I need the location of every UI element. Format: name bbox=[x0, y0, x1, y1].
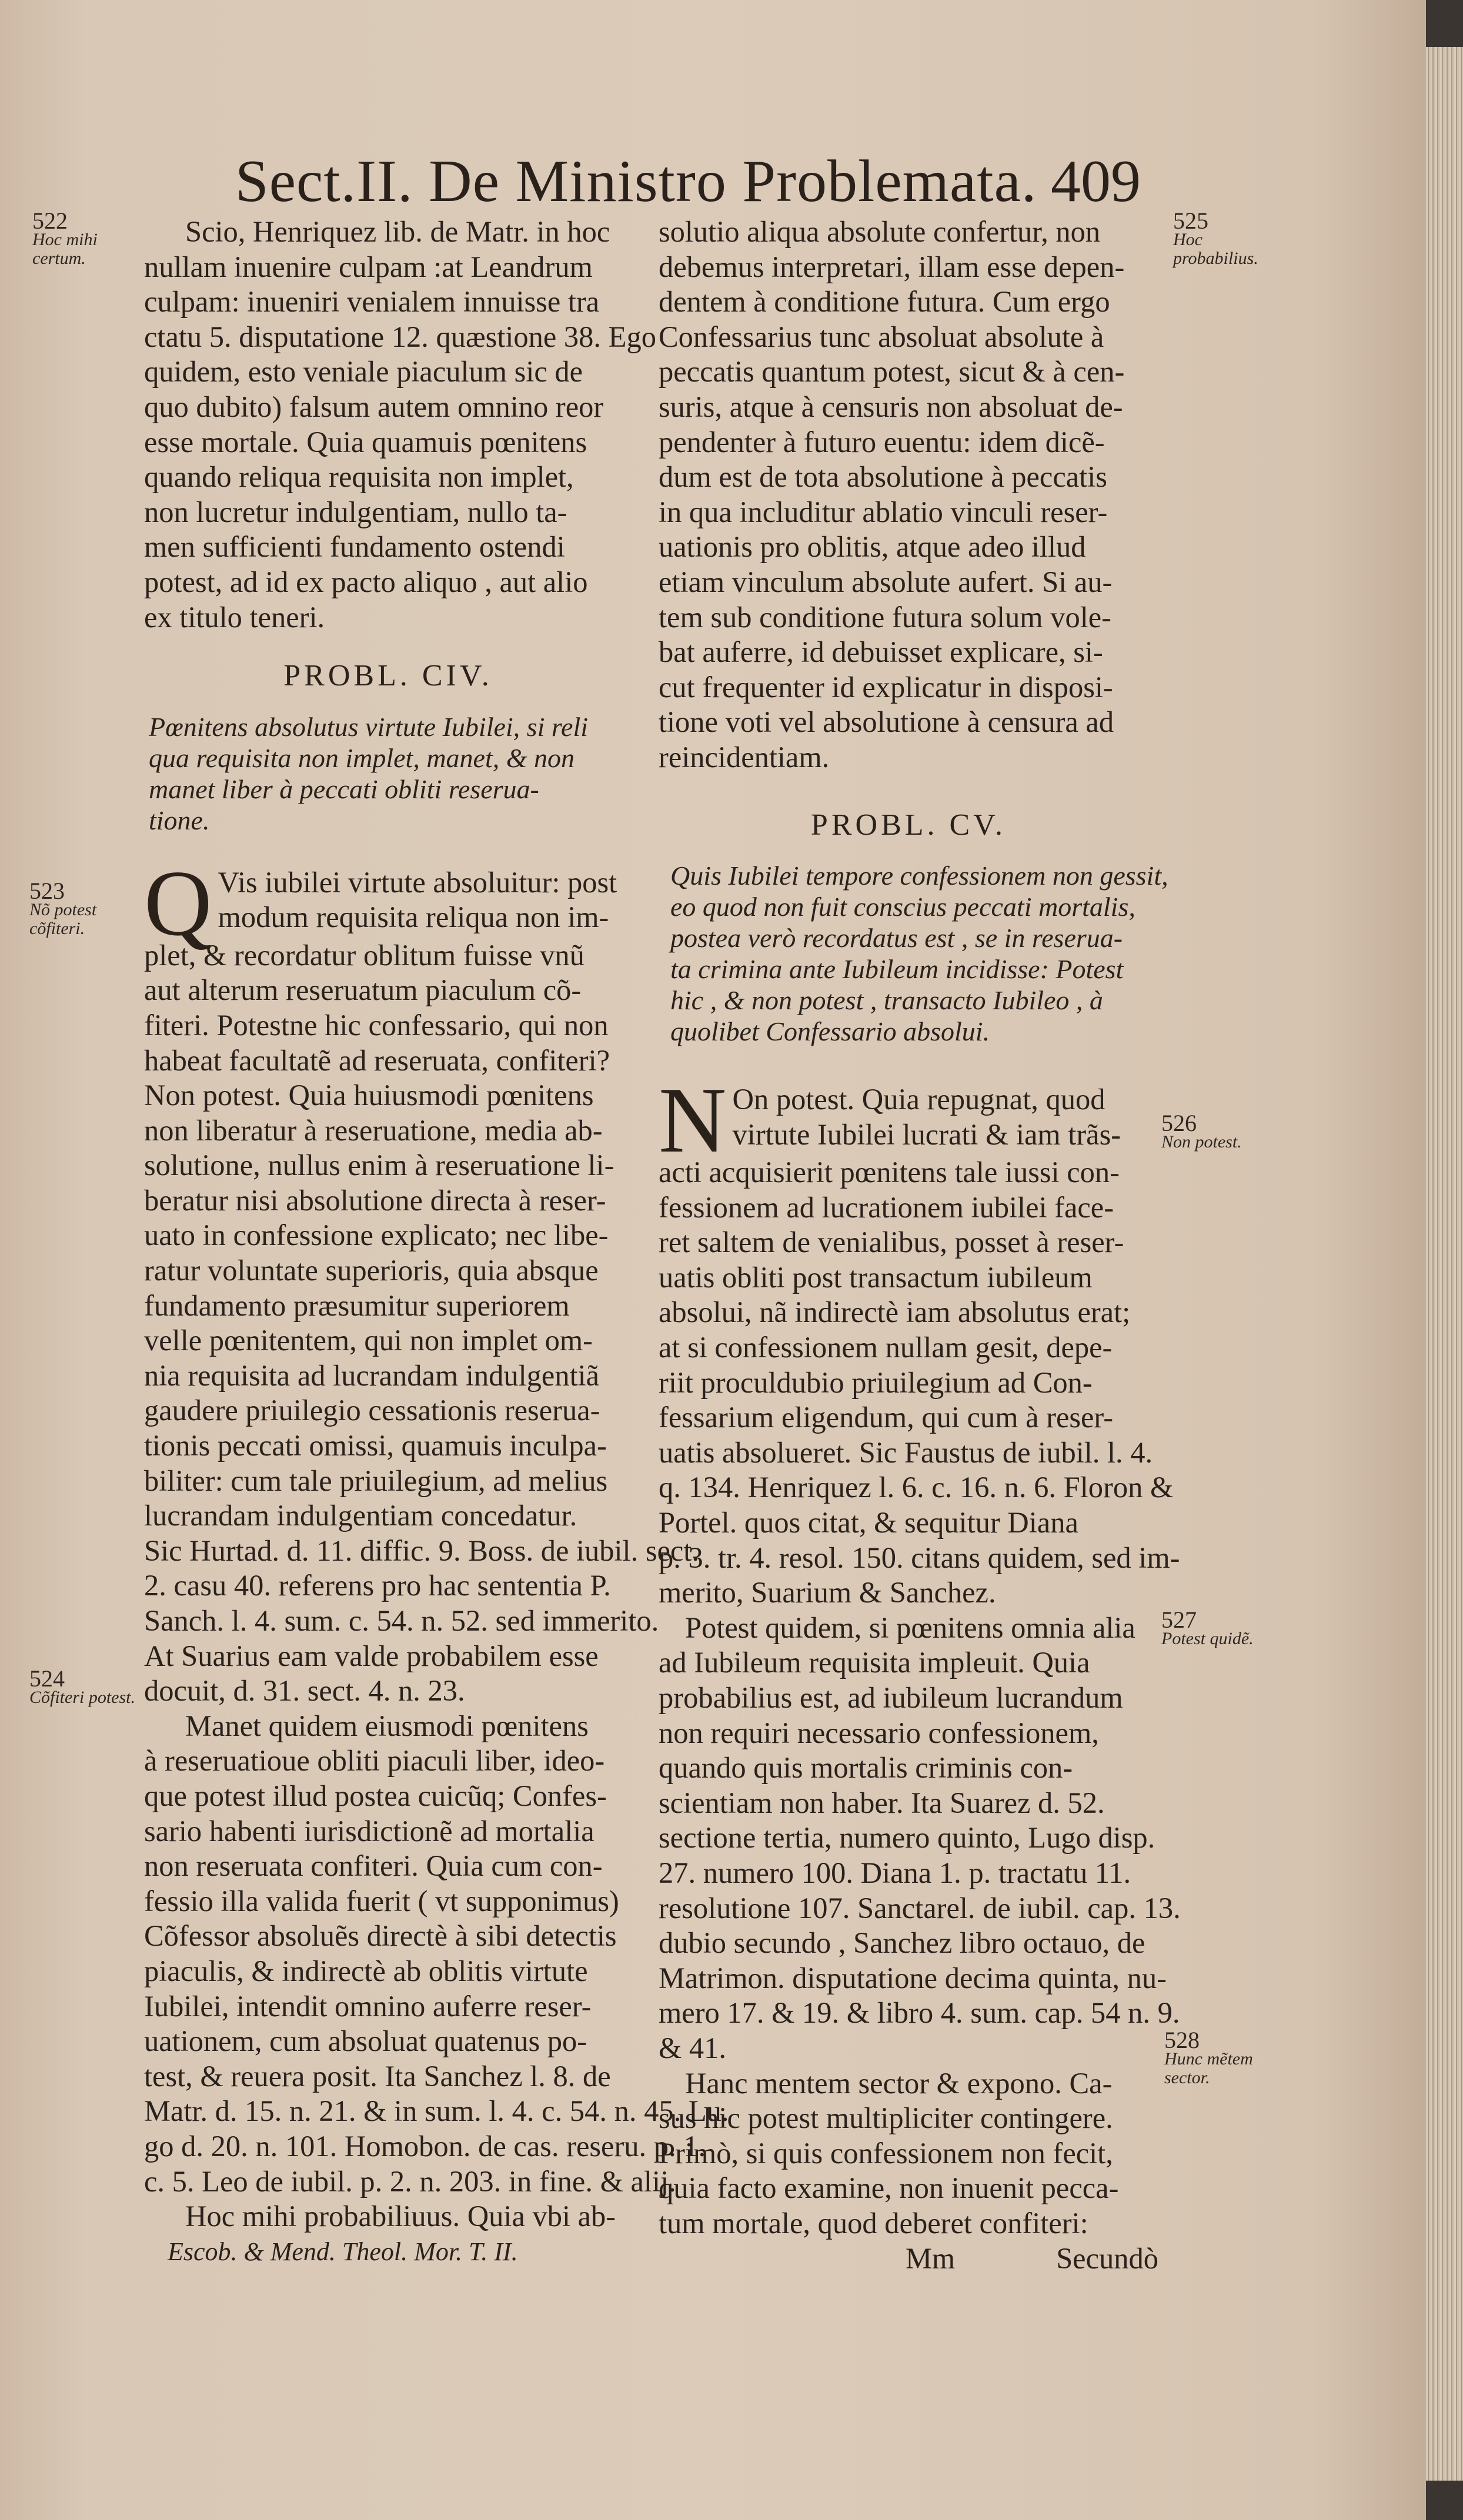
margin-note-number: 526 bbox=[1161, 1110, 1197, 1136]
text-line: nullam inuenire culpam :at Leandrum bbox=[144, 250, 593, 283]
summary-line: tione. bbox=[149, 805, 210, 835]
text-line: 27. numero 100. Diana 1. p. tractatu 11. bbox=[659, 1856, 1131, 1889]
text-line: non reseruata confiteri. Quia cum con- bbox=[144, 1849, 603, 1883]
text-line: Matrimon. disputatione decima quinta, nu- bbox=[659, 1961, 1167, 1994]
text-line: etiam vinculum absolute aufert. Si au- bbox=[659, 565, 1113, 598]
right-paragraph-3 bbox=[659, 1611, 1181, 2066]
margin-note-text: Non potest. bbox=[1161, 1132, 1242, 1152]
left-paragraph-4: Hoc mihi probabiliuus. Quia vbi ab- bbox=[185, 2200, 616, 2233]
margin-note-522 bbox=[32, 208, 103, 268]
margin-note-text: Potest quidẽ. bbox=[1161, 1629, 1254, 1648]
problem-summary-104 bbox=[144, 711, 632, 836]
text-line: test, & reuera posit. Ita Sanchez l. 8. de bbox=[144, 2059, 611, 2093]
signature-mark: Mm bbox=[906, 2241, 956, 2275]
text-line: nia requisita ad lucrandam indulgentiã bbox=[144, 1358, 600, 1392]
text-line: beratur nisi absolutione directa à reser- bbox=[144, 1183, 606, 1217]
header-title: Sect.II. De Ministro Problemata. bbox=[235, 148, 1037, 215]
text-line: Non potest. Quia huiusmodi pœnitens bbox=[144, 1079, 594, 1112]
problem-heading-104: PROBL. CIV. bbox=[283, 659, 493, 693]
text-line: merito, Suarium & Sanchez. bbox=[659, 1576, 996, 1609]
text-line: Hanc mentem sector & expono. Ca- bbox=[685, 2066, 1113, 2100]
margin-note-525 bbox=[1173, 208, 1267, 268]
margin-note-text: Hoc probabilius. bbox=[1173, 230, 1258, 268]
summary-line: Quis Iubilei tempore confessionem non gessit, bbox=[670, 861, 1168, 891]
text-line: ctatu 5. disputatione 12. quæstione 38. Ego bbox=[144, 320, 657, 353]
page-number: 409 bbox=[1051, 148, 1141, 215]
text-line: c. 5. Leo de iubil. p. 2. n. 203. in fine. & alij. bbox=[144, 2164, 676, 2198]
text-line: potest, ad id ex pacto aliquo , aut alio bbox=[144, 565, 588, 598]
text-line: fessarium eligendum, qui cum à reser- bbox=[659, 1401, 1114, 1434]
margin-note-text: Hunc mẽtem sector. bbox=[1164, 2049, 1253, 2087]
text-line: fundamento præsumitur superiorem bbox=[144, 1289, 570, 1322]
margin-note-524 bbox=[29, 1665, 147, 1707]
summary-line: ta crimina ante Iubileum incidisse: Potest bbox=[670, 954, 1124, 985]
text-line: non liberatur à reseruatione, media ab- bbox=[144, 1113, 603, 1147]
text-line: q. 134. Henriquez l. 6. c. 16. n. 6. Floron & bbox=[659, 1471, 1174, 1504]
text-line: suris, atque à censuris non absoluat de- bbox=[659, 390, 1123, 423]
text-line: quando reliqua requisita non implet, bbox=[144, 460, 574, 494]
summary-line: manet liber à peccati obliti reserua- bbox=[149, 774, 539, 804]
text-line: riit proculdubio priuilegium ad Con- bbox=[659, 1366, 1093, 1399]
text-line: in qua includitur ablatio vinculi reser- bbox=[659, 495, 1108, 528]
text-line: biliter: cum tale priuilegium, ad melius bbox=[144, 1464, 608, 1497]
text-line: fessionem ad lucrationem iubilei face- bbox=[659, 1190, 1114, 1224]
text-line: Manet quidem eiusmodi pœnitens bbox=[185, 1709, 589, 1742]
running-header bbox=[235, 147, 1176, 217]
margin-note-text: Nõ potest cõfiteri. bbox=[29, 900, 97, 938]
text-line: gaudere priuilegio cessationis reserua- bbox=[144, 1394, 600, 1427]
text-line: probabilius est, ad iubileum lucrandum bbox=[659, 1681, 1123, 1714]
bottom-signature-line: Escob. & Mend. Theol. Mor. T. II. bbox=[168, 2237, 518, 2266]
text-line: Sanch. l. 4. sum. c. 54. n. 52. sed immerito. bbox=[144, 1604, 659, 1637]
text-line: bat auferre, id debuisset explicare, si- bbox=[659, 635, 1103, 669]
text-line: & 41. bbox=[659, 2031, 727, 2064]
margin-note-number: 528 bbox=[1164, 2027, 1200, 2053]
text-line: que potest illud postea cuicũq; Confes- bbox=[144, 1779, 607, 1812]
text-line: dum est de tota absolutione à peccatis bbox=[659, 460, 1107, 494]
drop-cap-q: Q bbox=[144, 850, 212, 955]
text-line: cut frequenter id explicatur in disposi- bbox=[659, 670, 1113, 704]
margin-note-528 bbox=[1164, 2027, 1276, 2087]
left-paragraph-1 bbox=[144, 215, 657, 635]
left-paragraph-2 bbox=[144, 850, 699, 1709]
text-line: non lucretur indulgentiam, nullo ta- bbox=[144, 495, 567, 528]
margin-note-number: 527 bbox=[1161, 1607, 1197, 1633]
summary-line: quolibet Confessario absolui. bbox=[670, 1016, 990, 1047]
text-line: mero 17. & 19. & libro 4. sum. cap. 54 n. 9. bbox=[659, 1996, 1180, 2030]
text-line: Primò, si quis confessionem non fecit, bbox=[659, 2136, 1113, 2170]
right-paragraph-1 bbox=[659, 215, 1158, 775]
text-line: ad Iubileum requisita impleuit. Quia bbox=[659, 1646, 1090, 1679]
text-line: reincidentiam. bbox=[659, 740, 830, 774]
text-line: Iubilei, intendit omnino auferre reser- bbox=[144, 1989, 592, 2023]
text-line: acti acquisierit pœnitens tale iussi con- bbox=[659, 1156, 1120, 1189]
margin-note-527 bbox=[1161, 1607, 1261, 1648]
text-line: go d. 20. n. 101. Homobon. de cas. reseru. p. 1. bbox=[144, 2129, 706, 2163]
problem-heading-105: PROBL. CV. bbox=[810, 808, 1007, 842]
text-line: sus hic potest multipliciter contingere. bbox=[659, 2101, 1113, 2135]
catchword: Secundò bbox=[1056, 2241, 1158, 2275]
text-line: p. 3. tr. 4. resol. 150. citans quidem, sed im- bbox=[659, 1541, 1180, 1574]
summary-line: qua requisita non implet, manet, & non bbox=[149, 742, 575, 773]
margin-note-text: Hoc mihi certum. bbox=[32, 230, 98, 268]
margin-note-523 bbox=[29, 878, 106, 938]
text-line: scientiam non haber. Ita Suarez d. 52. bbox=[659, 1786, 1105, 1819]
text-line: ret saltem de venialibus, posset à reser- bbox=[659, 1226, 1124, 1259]
text-line: quando quis mortalis criminis con- bbox=[659, 1751, 1073, 1785]
text-line: Confessarius tunc absoluat absolute à bbox=[659, 320, 1104, 353]
text-line: At Suarius eam valde probabilem esse bbox=[144, 1639, 599, 1672]
margin-note-number: 522 bbox=[32, 208, 68, 234]
text-line: debemus interpretari, illam esse depen- bbox=[659, 250, 1125, 283]
text-line: solutio aliqua absolute confertur, non bbox=[659, 215, 1101, 248]
text-line: Vis iubilei virtute absoluitur: post bbox=[218, 865, 617, 899]
page-footer bbox=[659, 2241, 1158, 2277]
text-line: aut alterum reseruatum piaculum cõ- bbox=[144, 973, 582, 1007]
text-line: non requiri necessario confessionem, bbox=[659, 1716, 1099, 1749]
margin-note-526 bbox=[1161, 1110, 1261, 1152]
text-line: Potest quidem, si pœnitens omnia alia bbox=[685, 1611, 1135, 1644]
margin-note-number: 524 bbox=[29, 1665, 65, 1692]
text-line: tum mortale, quod deberet confiteri: bbox=[659, 2206, 1088, 2240]
text-line: dubio secundo , Sanchez libro octauo, de bbox=[659, 1926, 1145, 1960]
text-line: pendenter à futuro euentu: idem dicẽ- bbox=[659, 425, 1105, 459]
text-line: Sic Hurtad. d. 11. diffic. 9. Boss. de iubil. sect. bbox=[144, 1534, 699, 1567]
text-line: docuit, d. 31. sect. 4. n. 23. bbox=[144, 1674, 465, 1708]
text-line: solutione, nullus enim à reseruatione li- bbox=[144, 1149, 614, 1182]
margin-note-number: 523 bbox=[29, 878, 65, 904]
text-line: Matr. d. 15. n. 21. & in sum. l. 4. c. 54. n. 45. Lu. bbox=[144, 2094, 729, 2128]
text-line: uationis pro oblitis, atque adeo illud bbox=[659, 530, 1086, 564]
text-line: sectione tertia, numero quinto, Lugo disp. bbox=[659, 1821, 1155, 1855]
summary-line: postea verò recordatus est , se in reserua- bbox=[670, 923, 1123, 953]
summary-line: eo quod non fuit conscius peccati mortalis, bbox=[670, 892, 1135, 922]
text-line: uatis obliti post transactum iubileum bbox=[659, 1260, 1093, 1294]
text-line: velle pœnitentem, qui non implet om- bbox=[144, 1324, 593, 1357]
text-line: modum requisita reliqua non im- bbox=[218, 901, 609, 934]
text-line: piaculis, & indirectè ab oblitis virtute bbox=[144, 1954, 588, 1987]
text-line: habeat facultatẽ ad reseruata, confiteri? bbox=[144, 1043, 610, 1077]
text-line: men sufficienti fundamento ostendi bbox=[144, 530, 565, 564]
text-line: peccatis quantum potest, sicut & à cen- bbox=[659, 355, 1125, 389]
text-line: sario habenti iurisdictionẽ ad mortalia bbox=[144, 1814, 594, 1848]
summary-line: Pœnitens absolutus virtute Iubilei, si reli bbox=[149, 711, 589, 742]
page-edges bbox=[1426, 47, 1463, 2481]
right-paragraph-4 bbox=[659, 2066, 1158, 2241]
text-line: à reseruatioue obliti piaculi liber, ideo- bbox=[144, 1744, 605, 1778]
text-line: tem sub conditione futura solum vole- bbox=[659, 600, 1111, 634]
text-line: absolui, nã indirectè iam absolutus erat; bbox=[659, 1296, 1131, 1329]
text-line: fessio illa valida fuerit ( vt supponimus) bbox=[144, 1884, 619, 1917]
text-line: On potest. Quia repugnat, quod bbox=[732, 1083, 1105, 1116]
text-line: quia facto examine, non inuenit pecca- bbox=[659, 2171, 1119, 2205]
text-line: lucrandam indulgentiam concedatur. bbox=[144, 1499, 577, 1532]
text-line: at si confessionem nullam gesit, depe- bbox=[659, 1331, 1113, 1364]
text-line: ex titulo teneri. bbox=[144, 600, 325, 634]
text-line: 2. casu 40. referens pro hac sententia P. bbox=[144, 1569, 611, 1602]
text-line: virtute Iubilei lucrati & iam trãs- bbox=[732, 1117, 1121, 1151]
text-line: tione voti vel absolutione à censura ad bbox=[659, 705, 1114, 739]
text-line: Scio, Henriquez lib. de Matr. in hoc bbox=[185, 215, 610, 248]
text-line: fiteri. Potestne hic confessario, qui non bbox=[144, 1008, 609, 1042]
text-line: tionis peccati omissi, quamuis inculpa- bbox=[144, 1429, 607, 1463]
text-line: Cõfessor absoluẽs directè à sibi detectis bbox=[144, 1919, 617, 1953]
text-line: quo dubito) falsum autem omnino reor bbox=[144, 390, 604, 423]
summary-line: hic , & non potest , transacto Iubileo , à bbox=[670, 985, 1103, 1016]
text-line: uationem, cum absoluat quatenus po- bbox=[144, 2024, 587, 2058]
text-line: resolutione 107. Sanctarel. de iubil. cap. 13. bbox=[659, 1891, 1181, 1925]
text-line: dentem à conditione futura. Cum ergo bbox=[659, 285, 1110, 319]
margin-note-text: Cõfiteri potest. bbox=[29, 1688, 135, 1707]
text-line: esse mortale. Quia quamuis pœnitens bbox=[144, 425, 587, 459]
text-line: Portel. quos citat, & sequitur Diana bbox=[659, 1506, 1078, 1540]
text-line: plet, & recordatur oblitum fuisse vnũ bbox=[144, 938, 584, 972]
text-line: quidem, esto veniale piaculum sic de bbox=[144, 355, 583, 389]
margin-note-number: 525 bbox=[1173, 208, 1208, 234]
text-line: uatis absolueret. Sic Faustus de iubil. l. 4. bbox=[659, 1435, 1153, 1469]
text-line: culpam: inueniri venialem innuisse tra bbox=[144, 285, 600, 319]
drop-cap-n: N bbox=[659, 1067, 727, 1173]
text-line: uato in confessione explicato; nec libe- bbox=[144, 1219, 609, 1252]
text-line: ratur voluntate superioris, quia absque bbox=[144, 1254, 599, 1287]
problem-summary-105 bbox=[659, 860, 1168, 1047]
